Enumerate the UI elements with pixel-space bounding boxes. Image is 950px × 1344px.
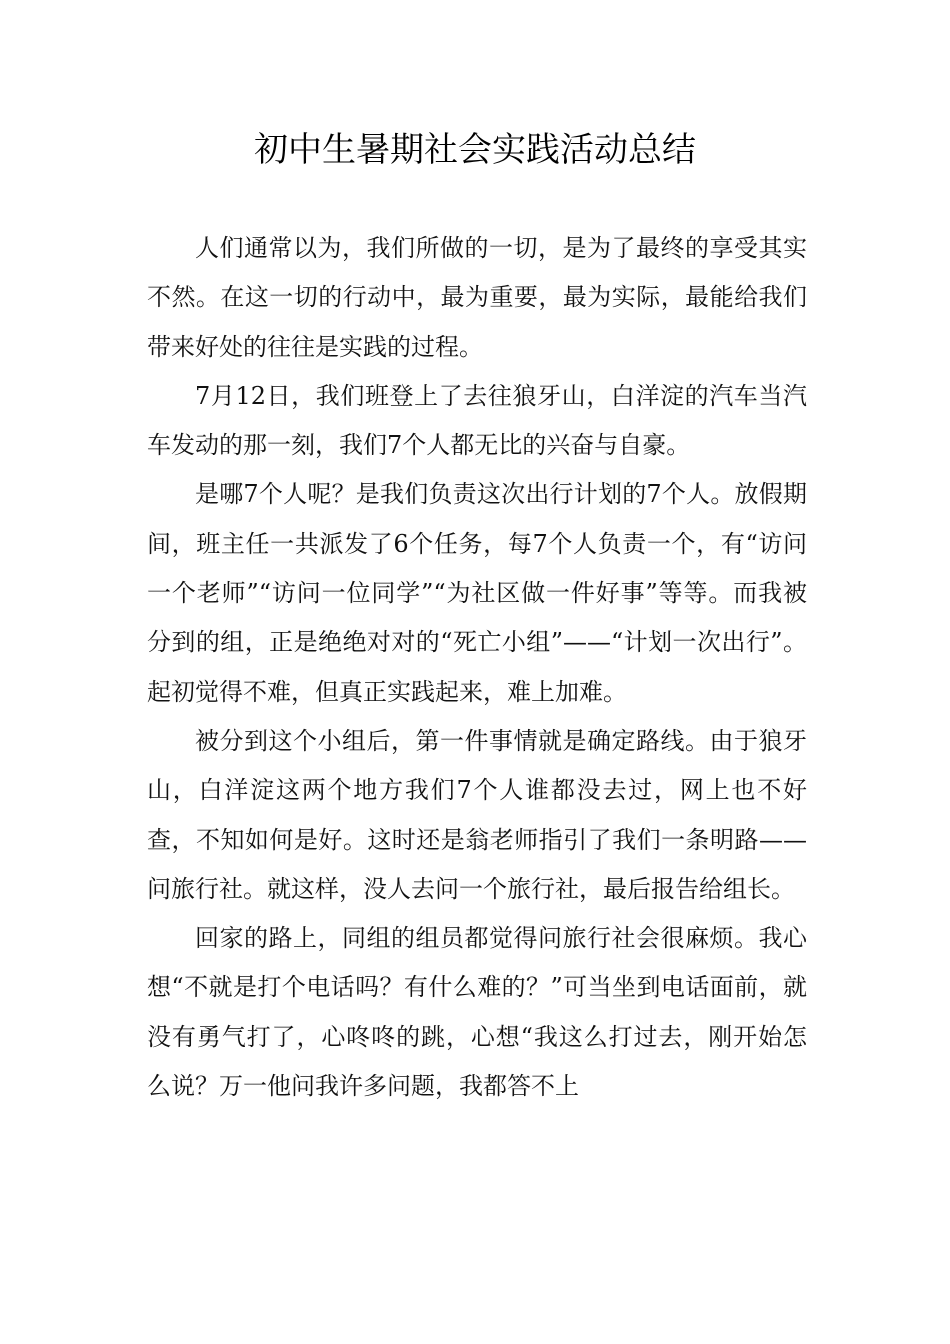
paragraph: 7月12日，我们班登上了去往狼牙山，白洋淀的汽车当汽车发动的那一刻，我们7个人都无比的兴奋与自豪。 <box>147 381 807 460</box>
document-body <box>147 224 807 1111</box>
document-title: 初中生暑期社会实践活动总结 <box>254 130 696 170</box>
paragraph: 是哪7个人呢？是我们负责这次出行计划的7个人。放假期间，班主任一共派发了6个任务，每7个人负责一个，有“访问一个老师”“访问一位同学”“为社区做一件好事”等等。而我被分到的组，正是绝绝对对的“死亡小组”——“计划一次出行”。起初觉得不难，但真正实践起来，难上加难。 <box>147 480 807 706</box>
paragraph: 回家的路上，同组的组员都觉得问旅行社会很麻烦。我心想“不就是打个电话吗？有什么难的？”可当坐到电话面前，就没有勇气打了，心咚咚的跳，心想“我这么打过去，刚开始怎么说？万一他问我许多问题，我都答不上 <box>147 924 807 1101</box>
paragraph: 被分到这个小组后，第一件事情就是确定路线。由于狼牙山，白洋淀这两个地方我们7个人谁都没去过，网上也不好查，不知如何是好。这时还是翁老师指引了我们一条明路——问旅行社。就这样，没人去问一个旅行社，最后报告给组长。 <box>147 726 807 903</box>
paragraph: 人们通常以为，我们所做的一切，是为了最终的享受其实不然。在这一切的行动中，最为重要，最为实际，最能给我们带来好处的往往是实践的过程。 <box>147 234 807 361</box>
